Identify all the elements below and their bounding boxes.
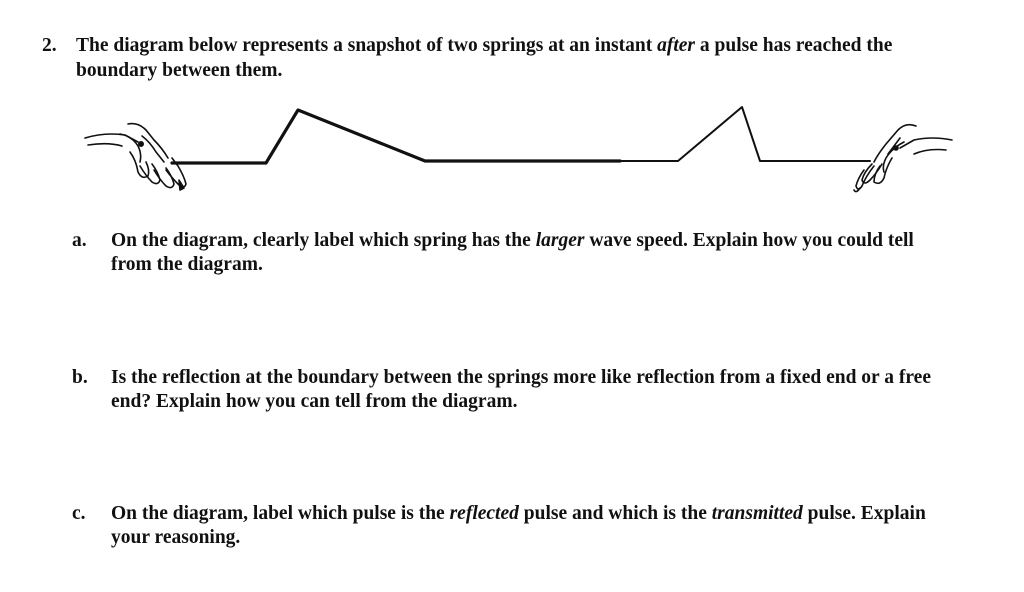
question-text-after: a pulse has reached the boundary between them. — [76, 35, 893, 81]
question-number: 2. — [42, 35, 57, 56]
part-c-text-before: On the diagram, label which pulse is the — [111, 503, 450, 524]
part-a-text — [111, 229, 951, 277]
part-c-emphasis-transmitted: transmitted — [711, 503, 803, 524]
part-a-text-before: On the diagram, clearly label which spring has the — [111, 230, 536, 251]
part-c-text-middle: pulse and which is the — [518, 503, 712, 524]
heavy-spring-section — [172, 110, 620, 163]
left-hand-icon — [85, 124, 186, 190]
light-spring-section — [620, 107, 870, 161]
part-a-label: a. — [72, 230, 87, 251]
part-c-text-after: pulse. Explain your reasoning. — [111, 503, 926, 548]
question-prompt — [76, 33, 946, 83]
question-text-before: The diagram below represents a snapshot of two springs at an instant — [76, 35, 658, 56]
part-c-text — [111, 502, 951, 550]
part-c-label: c. — [72, 503, 86, 524]
part-a-emphasis: larger — [535, 230, 585, 251]
right-hand-icon — [854, 125, 952, 192]
part-a-text-after: wave speed. Explain how you could tell from the diagram. — [111, 230, 914, 275]
part-b-label: b. — [72, 367, 88, 388]
question-emphasis: after — [657, 35, 695, 56]
springs-diagram — [80, 100, 960, 200]
part-c-emphasis-reflected: reflected — [449, 503, 519, 524]
spring-wave — [172, 107, 870, 163]
part-b-text: Is the reflection at the boundary between the springs more like reflection from a fixed end or a free end? Explain how you can tell from the diagram. — [111, 367, 931, 412]
